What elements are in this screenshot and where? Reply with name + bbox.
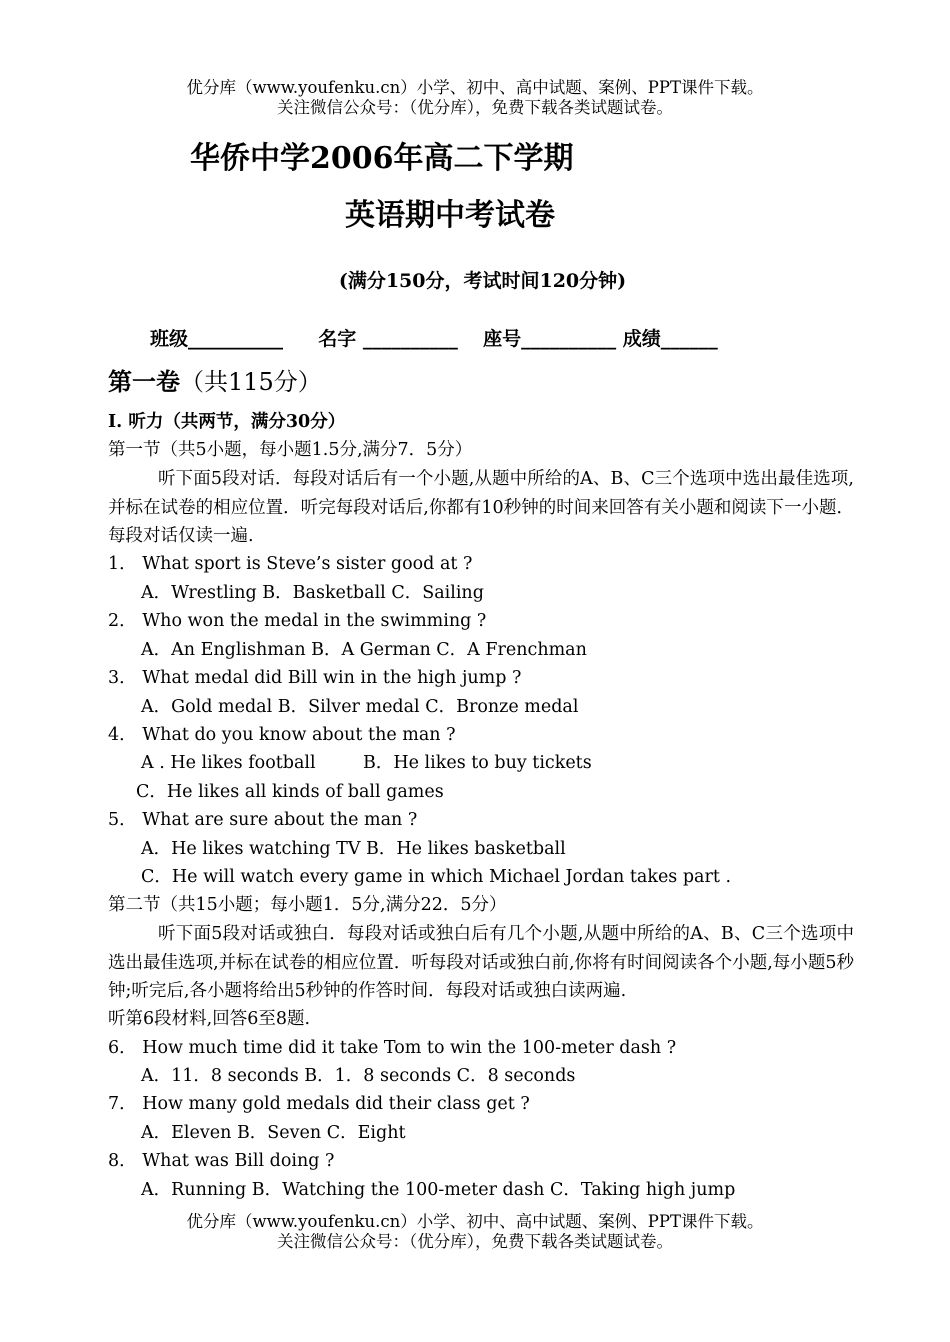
question-4-option-c: C．He likes all kinds of ball games <box>136 782 444 802</box>
volume-points: （共115分） <box>180 368 322 396</box>
question-3-options: A．Gold medal B．Silver medal C．Bronze medal <box>141 697 579 717</box>
footer-line-2: 关注微信公众号：（优分库），免费下载各类试题试卷。 <box>277 1232 673 1251</box>
seat-field[interactable]: 座号__________ <box>483 328 617 350</box>
exam-title-line-1: 华侨中学2006年高二下学期 <box>190 141 574 176</box>
question-3: 3． What medal did Bill win in the high jump ? <box>108 668 522 688</box>
passage-note: 听第6段材料,回答6至8题. <box>108 1009 311 1029</box>
question-5-options-ab: A．He likes watching TV B．He likes basketball <box>141 839 566 859</box>
question-8-options: A．Running B．Watching the 100-meter dash C．Taking high jump <box>141 1180 736 1200</box>
question-2: 2． Who won the medal in the swimming ? <box>108 611 487 631</box>
class-field[interactable]: 班级__________ <box>150 328 284 350</box>
volume-label: 第一卷 <box>108 367 180 396</box>
question-6: 6． How much time did it take Tom to win the 100-meter dash ? <box>108 1038 677 1058</box>
question-8: 8． What was Bill doing ? <box>108 1151 335 1171</box>
footer-line-1: 优分库（www.youfenku.cn）小学、初中、高中试题、案例、PPT课件下载。 <box>186 1212 764 1231</box>
question-5: 5． What are sure about the man ? <box>108 810 418 830</box>
name-field[interactable]: 名字 __________ <box>318 328 458 350</box>
part2-instructions: 听下面5段对话或独白．每段对话或独白后有几个小题,从题中所给的A、B、C三个选项中选出最佳选项,并标在试卷的相应位置．听每段对话或独白前,你将有时间阅读各个小题,每小题5秒钟;听完后,各小题将给出5秒钟的作答时间．每段对话或独白读两遍. <box>108 924 854 1001</box>
question-7: 7． How many gold medals did their class get ? <box>108 1094 530 1114</box>
exam-subtitle: (满分150分，考试时间120分钟) <box>338 270 627 292</box>
question-1-options: A．Wrestling B．Basketball C．Sailing <box>141 583 484 603</box>
part2-heading: 第二节（共15小题；每小题1．5分,满分22．5分） <box>108 895 507 915</box>
question-4-option-b: B．He likes to buy tickets <box>363 753 592 773</box>
header-line-2: 关注微信公众号：（优分库），免费下载各类试题试卷。 <box>277 98 673 117</box>
part1-heading: 第一节（共5小题，每小题1.5分,满分7．5分） <box>108 440 473 460</box>
question-6-options: A．11．8 seconds B．1．8 seconds C．8 seconds <box>141 1066 576 1086</box>
header-line-1: 优分库（www.youfenku.cn）小学、初中、高中试题、案例、PPT课件下载。 <box>186 78 764 97</box>
volume-heading <box>108 362 322 397</box>
part1-instructions: 听下面5段对话．每段对话后有一个小题,从题中所给的A、B、C三个选项中选出最佳选项,并标在试卷的相应位置．听完每段对话后,你都有10秒钟的时间来回答有关小题和阅读下一小题．每段对话仅读一遍. <box>108 469 854 546</box>
question-7-options: A．Eleven B．Seven C．Eight <box>141 1123 406 1143</box>
student-info-row <box>150 324 718 351</box>
exam-title-line-2: 英语期中考试卷 <box>345 198 555 233</box>
question-4-option-a: A . He likes football <box>141 753 316 773</box>
question-1: 1． What sport is Steve’s sister good at ? <box>108 554 473 574</box>
question-2-options: A．An Englishman B．A German C．A Frenchman <box>141 640 587 660</box>
score-field[interactable]: 成绩______ <box>622 328 718 350</box>
question-4: 4． What do you know about the man ? <box>108 725 456 745</box>
question-5-option-c: C．He will watch every game in which Michael Jordan takes part . <box>141 867 732 887</box>
section-heading: I. 听力（共两节，满分30分） <box>108 412 346 432</box>
